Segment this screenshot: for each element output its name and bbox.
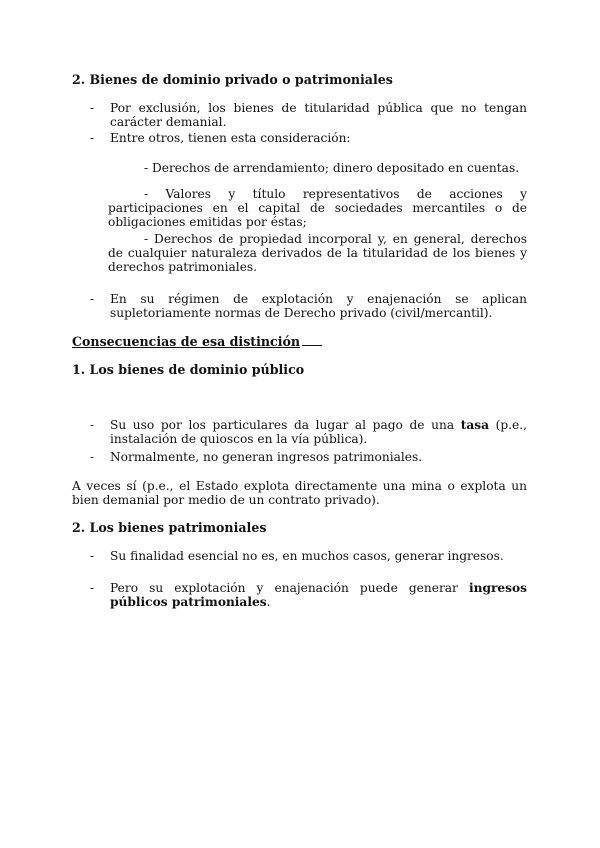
bullet-dash: -: [90, 549, 95, 563]
bullet-dash: -: [90, 581, 95, 595]
heading-bienes-dominio-privado: 2. Bienes de dominio privado o patrimoniales: [72, 72, 393, 87]
list-item-text: Su uso por los particulares da lugar al pago de una tasa (p.e., instalación de quioscos en la vía pública).: [110, 418, 528, 446]
sub-item-text: - Derechos de propiedad incorporal y, en general, derechos de cualquier naturaleza derivados de la titularidad de los bienes y derechos patrimoniales.: [108, 232, 527, 274]
list-item: [90, 450, 527, 464]
list-item-text: Entre otros, tienen esta consideración:: [110, 131, 351, 145]
bullet-dash: -: [90, 131, 95, 145]
list-item: [90, 549, 527, 563]
bold-term-ingresos: ingresos públicos patrimoniales: [110, 581, 527, 609]
sub-item-text: - Valores y título representativos de acciones y participaciones en el capital de sociedades mercantiles o de obligaciones emitidas por éstas;: [108, 187, 527, 229]
list-item-text: Normalmente, no generan ingresos patrimoniales.: [110, 450, 423, 464]
bold-term-tasa: tasa: [460, 418, 489, 432]
sub-item: [108, 232, 527, 274]
list-item-text: Su finalidad esencial no es, en muchos casos, generar ingresos.: [110, 549, 504, 563]
list-item-text: En su régimen de explotación y enajenación se aplican supletoriamente normas de Derecho privado (civil/mercantil).: [110, 292, 527, 320]
heading-consecuencias: Consecuencias de esa distinción: [72, 334, 322, 349]
bullet-dash: -: [90, 418, 95, 432]
sub-item: [108, 187, 527, 229]
list-item-text: Por exclusión, los bienes de titularidad pública que no tengan carácter demanial.: [110, 101, 527, 129]
bullet-dash: -: [90, 101, 95, 115]
heading-bienes-patrimoniales: 2. Los bienes patrimoniales: [72, 520, 267, 535]
list-item: [90, 101, 527, 129]
sub-item: [108, 161, 527, 175]
list-item: [90, 581, 527, 609]
bullet-dash: -: [90, 292, 95, 306]
list-item: [90, 131, 527, 145]
list-item-text: Pero su explotación y enajenación puede generar ingresos públicos patrimoniales.: [110, 581, 527, 609]
list-item: [90, 292, 527, 320]
bullet-dash: -: [90, 450, 95, 464]
heading-bienes-dominio-publico: 1. Los bienes de dominio público: [72, 362, 305, 377]
paragraph-a-veces: A veces sí (p.e., el Estado explota directamente una mina o explota un bien demanial por medio de un contrato privado).: [72, 479, 527, 507]
list-item: [90, 418, 527, 446]
sub-item-text: - Derechos de arrendamiento; dinero depositado en cuentas.: [144, 161, 520, 175]
